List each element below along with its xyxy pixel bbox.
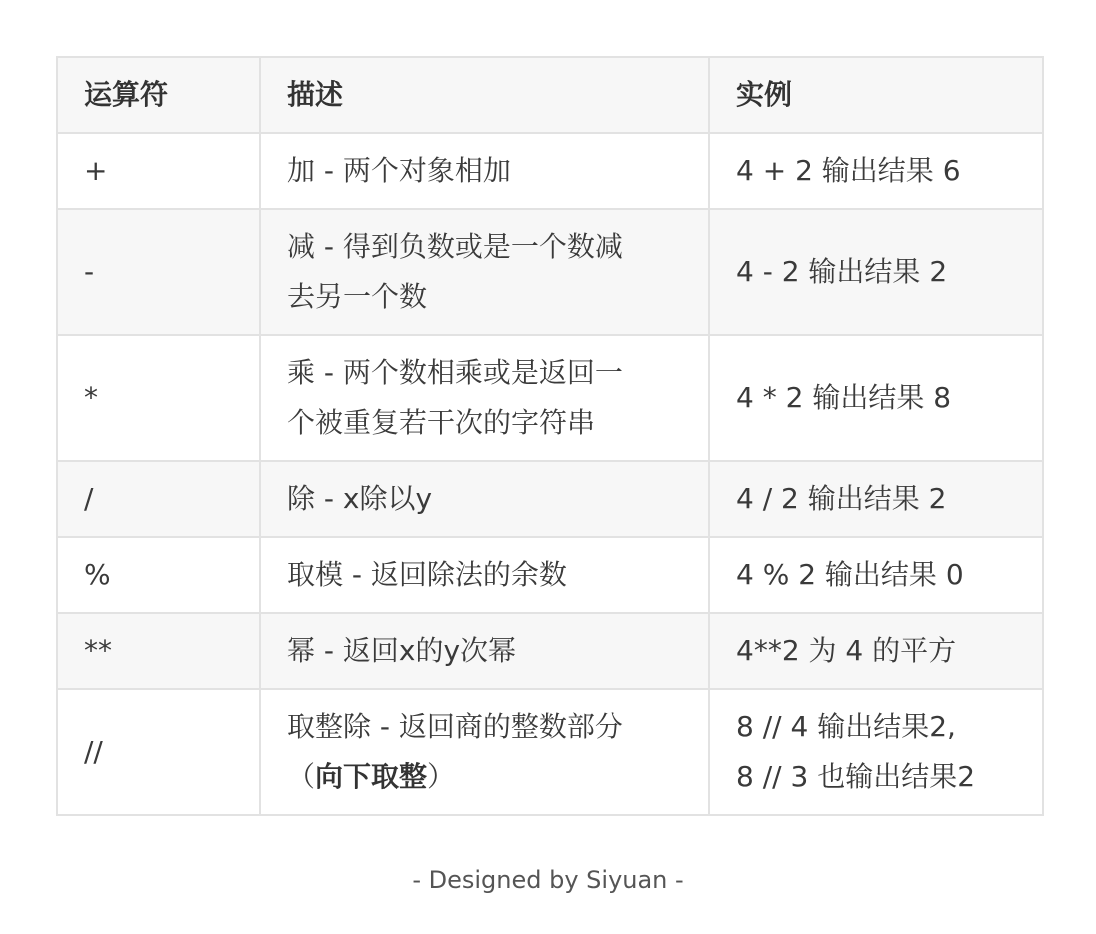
operator-cell: // <box>57 689 260 815</box>
header-description: 描述 <box>260 57 709 133</box>
table-row <box>57 461 1043 537</box>
example-cell <box>709 689 1043 815</box>
example-cell <box>709 335 1043 461</box>
example-line: 4 % 2 输出结果 0 <box>736 558 964 591</box>
description-text: 减 - 得到负数或是一个数减 <box>287 230 623 263</box>
example-line: 4 / 2 输出结果 2 <box>736 482 947 515</box>
description-line <box>287 626 682 676</box>
operator-cell: + <box>57 133 260 209</box>
table-header-row <box>57 57 1043 133</box>
description-line <box>287 752 682 802</box>
description-line <box>287 398 682 448</box>
description-emphasis: 向下取整 <box>315 760 428 793</box>
table-row <box>57 613 1043 689</box>
description-text: 乘 - 两个数相乘或是返回一 <box>287 356 623 389</box>
example-line: 8 // 3 也输出结果2 <box>736 760 976 793</box>
example-cell <box>709 209 1043 335</box>
table-row <box>57 335 1043 461</box>
description-cell <box>260 461 709 537</box>
example-line: 4 - 2 输出结果 2 <box>736 255 948 288</box>
header-operator: 运算符 <box>57 57 260 133</box>
description-text: 取整除 - 返回商的整数部分 <box>287 710 623 743</box>
description-line <box>287 474 682 524</box>
table-row <box>57 537 1043 613</box>
description-text: 个被重复若干次的字符串 <box>287 406 596 439</box>
description-tail: ） <box>427 760 456 793</box>
description-cell <box>260 335 709 461</box>
description-cell <box>260 613 709 689</box>
description-cell <box>260 209 709 335</box>
description-text: 除 - x除以y <box>287 482 433 515</box>
header-example: 实例 <box>709 57 1043 133</box>
description-line <box>287 702 682 752</box>
example-cell <box>709 613 1043 689</box>
arithmetic-operators-table <box>56 56 1044 816</box>
example-line: 4 + 2 输出结果 6 <box>736 154 961 187</box>
description-text: 去另一个数 <box>287 280 428 313</box>
description-text: 加 - 两个对象相加 <box>287 154 511 187</box>
description-text: 取模 - 返回除法的余数 <box>287 558 567 591</box>
description-line <box>287 222 682 272</box>
description-cell <box>260 133 709 209</box>
description-line <box>287 348 682 398</box>
example-cell <box>709 537 1043 613</box>
table-row <box>57 689 1043 815</box>
operator-cell: ** <box>57 613 260 689</box>
description-text: （ <box>287 760 316 793</box>
table-row <box>57 133 1043 209</box>
description-text: 幂 - 返回x的y次幂 <box>287 634 517 667</box>
example-cell <box>709 461 1043 537</box>
operator-table-container <box>56 56 1042 816</box>
footer-credit: - Designed by Siyuan - <box>412 866 684 894</box>
description-cell <box>260 537 709 613</box>
example-line: 4 * 2 输出结果 8 <box>736 381 952 414</box>
example-cell <box>709 133 1043 209</box>
operator-cell: % <box>57 537 260 613</box>
example-line: 8 // 4 输出结果2, <box>736 710 956 743</box>
description-line <box>287 550 682 600</box>
table-row <box>57 209 1043 335</box>
description-line <box>287 272 682 322</box>
description-line <box>287 146 682 196</box>
operator-cell: - <box>57 209 260 335</box>
operator-cell: * <box>57 335 260 461</box>
operator-cell: / <box>57 461 260 537</box>
description-cell <box>260 689 709 815</box>
example-line: 4**2 为 4 的平方 <box>736 634 957 667</box>
